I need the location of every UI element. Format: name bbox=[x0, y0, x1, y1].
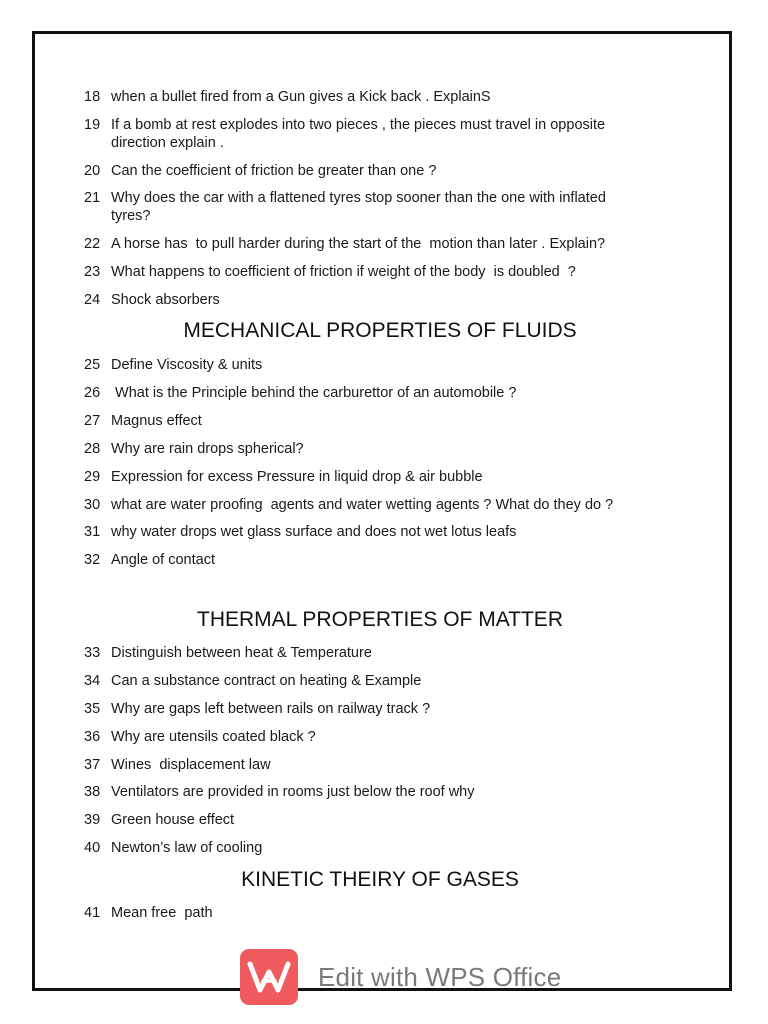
question-number: 35 bbox=[84, 701, 101, 717]
question-number: 38 bbox=[84, 784, 101, 800]
question-text: what are water proofing agents and water wetting agents ? What do they do ? bbox=[111, 497, 614, 513]
question-text: Expression for excess Pressure in liquid drop & air bubble bbox=[111, 469, 483, 485]
wps-watermark[interactable] bbox=[240, 949, 561, 1005]
question-text: Why does the car with a flattened tyres stop sooner than the one with inflated tyres? bbox=[111, 190, 606, 224]
question-text: If a bomb at rest explodes into two pieces , the pieces must travel in opposite direction explain . bbox=[111, 117, 606, 151]
question-number: 41 bbox=[84, 905, 101, 921]
section-heading: MECHANICAL PROPERTIES OF FLUIDS bbox=[183, 319, 577, 342]
question-number: 20 bbox=[84, 163, 101, 179]
question-number: 18 bbox=[84, 89, 101, 105]
question-text: What happens to coefficient of friction if weight of the body is doubled ? bbox=[111, 264, 576, 280]
question-number: 40 bbox=[84, 840, 101, 856]
question-number: 32 bbox=[84, 552, 101, 568]
wps-logo-icon bbox=[240, 949, 298, 1005]
section-heading: KINETIC THEIRY OF GASES bbox=[241, 868, 519, 891]
question-text: Angle of contact bbox=[111, 552, 215, 568]
question-text: Newton’s law of cooling bbox=[111, 840, 263, 856]
question-number: 28 bbox=[84, 441, 101, 457]
question-text: when a bullet fired from a Gun gives a Kick back . ExplainS bbox=[111, 89, 491, 105]
question-number: 30 bbox=[84, 497, 101, 513]
question-number: 21 bbox=[84, 190, 101, 206]
question-number: 24 bbox=[84, 292, 101, 308]
question-number: 26 bbox=[84, 385, 101, 401]
question-number: 22 bbox=[84, 236, 101, 252]
question-number: 29 bbox=[84, 469, 101, 485]
question-number: 36 bbox=[84, 729, 101, 745]
question-number: 31 bbox=[84, 524, 101, 540]
question-number: 33 bbox=[84, 645, 101, 661]
question-text: Can a substance contract on heating & Example bbox=[111, 673, 422, 689]
wps-watermark-text: Edit with WPS Office bbox=[318, 961, 562, 992]
question-text: Shock absorbers bbox=[111, 292, 220, 308]
question-text: What is the Principle behind the carburettor of an automobile ? bbox=[111, 385, 517, 401]
question-text: Why are rain drops spherical? bbox=[111, 441, 304, 457]
question-number: 25 bbox=[84, 357, 101, 373]
question-number: 37 bbox=[84, 757, 101, 773]
question-text: Magnus effect bbox=[111, 413, 202, 429]
question-text: Why are gaps left between rails on railway track ? bbox=[111, 701, 431, 717]
question-text: A horse has to pull harder during the start of the motion than later . Explain? bbox=[111, 236, 606, 252]
question-number: 19 bbox=[84, 117, 101, 133]
question-text: Can the coefficient of friction be greater than one ? bbox=[111, 163, 437, 179]
question-number: 34 bbox=[84, 673, 101, 689]
question-number: 39 bbox=[84, 812, 101, 828]
question-text: Mean free path bbox=[111, 905, 213, 921]
question-number: 27 bbox=[84, 413, 101, 429]
question-text: Why are utensils coated black ? bbox=[111, 729, 316, 745]
question-text: Distinguish between heat & Temperature bbox=[111, 645, 372, 661]
question-number: 23 bbox=[84, 264, 101, 280]
question-text: Green house effect bbox=[111, 812, 235, 828]
question-text: Define Viscosity & units bbox=[111, 357, 263, 373]
question-text: Ventilators are provided in rooms just below the roof why bbox=[111, 784, 475, 800]
question-text: why water drops wet glass surface and does not wet lotus leafs bbox=[111, 524, 517, 540]
section-heading: THERMAL PROPERTIES OF MATTER bbox=[197, 608, 563, 631]
question-text: Wines displacement law bbox=[111, 757, 271, 773]
